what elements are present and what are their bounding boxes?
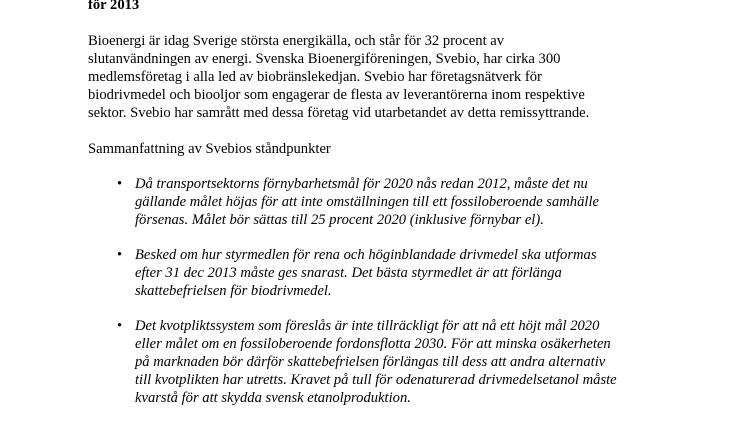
summary-bullet-list bbox=[88, 175, 728, 407]
bullet-line: gällande målet höjas för att inte omställningen till ett fossiloberoende samhälle bbox=[135, 194, 599, 210]
intro-paragraph bbox=[88, 32, 728, 122]
bullet-line: eller målet om en fossiloberoende fordonsflotta 2030. För att minska osäkerheten bbox=[135, 336, 611, 352]
summary-bullet-item bbox=[88, 246, 728, 300]
summary-bullet-item bbox=[88, 175, 728, 229]
bullet-line: till kvotplikten har utretts. Kravet på tull för odenaturerad drivmedelsetanol måste bbox=[135, 372, 617, 388]
intro-line: medlemsföretag i alla led av biobränslekedjan. Svebio har företagsnätverk för bbox=[88, 69, 542, 85]
bullet-icon: • bbox=[117, 318, 123, 334]
bullet-line: på marknaden bör därför skattebefrielsen förlängas till dess att andra alternativ bbox=[135, 354, 606, 370]
intro-line: slutanvändningen av energi. Svenska Bioenergiföreningen, Svebio, har cirka 300 bbox=[88, 51, 561, 67]
summary-bullet-item bbox=[88, 317, 728, 407]
bullet-icon: • bbox=[117, 247, 123, 263]
bullet-line: efter 31 dec 2013 måste ges snarast. Det bästa styrmedlet är att förlänga bbox=[135, 265, 562, 281]
section-heading: för 2013 bbox=[88, 0, 140, 13]
bullet-line: skattebefrielsen för biodrivmedel. bbox=[135, 283, 332, 299]
bullet-line: kvarstå för att skydda svensk etanolproduktion. bbox=[135, 390, 411, 406]
bullet-line: Det kvotpliktssystem som föreslås är inte tillräckligt för att nå ett höjt mål 2020 bbox=[135, 318, 600, 334]
document-page bbox=[88, 0, 728, 424]
intro-line: biodrivmedel och biooljor som engagerar de flesta av leverantörerna inom respektive bbox=[88, 87, 585, 103]
bullet-icon: • bbox=[117, 176, 123, 192]
bullet-line: Då transportsektorns förnybarhetsmål för 2020 nås redan 2012, måste det nu bbox=[135, 176, 588, 192]
intro-line: Bioenergi är idag Sverige största energikälla, och står för 32 procent av bbox=[88, 33, 505, 49]
bullet-line: försenas. Målet bör sättas till 25 procent 2020 (inklusive förnybar el). bbox=[135, 212, 544, 228]
intro-line: sektor. Svebio har samrått med dessa företag vid utarbetandet av detta remissyttrande. bbox=[88, 105, 590, 121]
bullet-line: Besked om hur styrmedlen för rena och höginblandade drivmedel ska utformas bbox=[135, 247, 597, 263]
summary-title: Sammanfattning av Svebios ståndpunkter bbox=[88, 141, 331, 157]
